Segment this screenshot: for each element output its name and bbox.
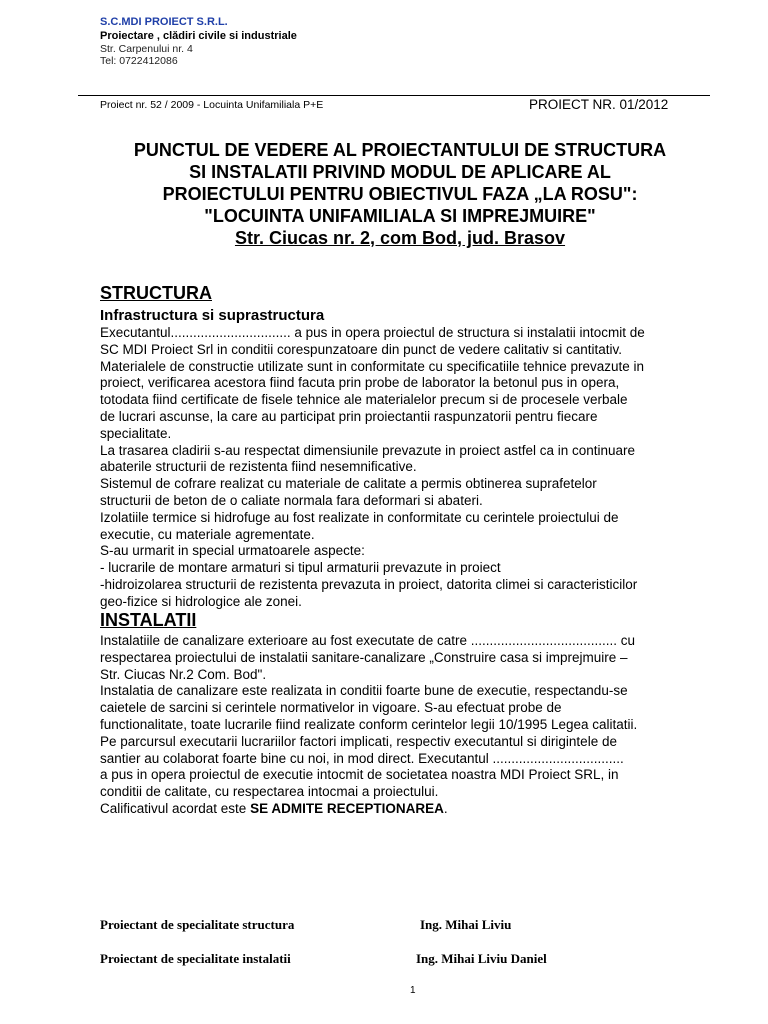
text-line: Instalatiile de canalizare exterioare au fost executate de catre ....................................... cu <box>100 633 636 648</box>
text-line: Str. Ciucas Nr.2 Com. Bod". <box>100 666 267 682</box>
structura-body <box>100 325 730 611</box>
text-line: specialitate. <box>100 425 172 441</box>
title-line: PROIECTULUI PENTRU OBIECTIVUL FAZA „LA ROSU": <box>162 184 638 204</box>
text-line: La trasarea cladirii s-au respectat dimensiunile prevazute in proiect astfel ca in continuare <box>100 442 636 458</box>
company-name: S.C.MDI PROIECT S.R.L. <box>100 16 228 28</box>
text-line: Sistemul de cofrare realizat cu materiale de calitate a permis obtinerea suprafetelor <box>100 476 597 492</box>
verdict-line <box>100 801 730 818</box>
instalatii-heading: INSTALATII <box>100 610 197 630</box>
title-line: PUNCTUL DE VEDERE AL PROIECTANTULUI DE STRUCTURA <box>133 140 667 160</box>
text-line: totodata fiind certificate de fisele tehnice ale materialelor precum si de procesele verbale <box>100 392 628 408</box>
text-line: a pus in opera proiectul de executie intocmit de societatea noastra MDI Proiect SRL, in <box>100 767 619 783</box>
signature-role-structura: Proiectant de specialitate structura <box>100 917 295 932</box>
text-line: conditii de calitate, cu respectarea intocmai a proiectului. <box>100 784 439 800</box>
text-line: executie, cu materiale agrementate. <box>100 526 315 542</box>
text-line: Pe parcursul executarii lucrariilor factori implicati, respectiv executantul si dirigintele de <box>100 733 617 749</box>
text-line: geo-fizice si hidrologice ale zonei. <box>100 593 302 609</box>
text-line: santier au colaborat foarte bine cu noi, in mod direct. Executantul ................................... <box>100 750 624 766</box>
project-number: PROIECT NR. 01/2012 <box>529 97 669 112</box>
document-title <box>80 139 720 249</box>
text-line: Executantul................................ a pus in opera proiectul de structura si instalatii intocmit de <box>100 325 645 340</box>
page-number: 1 <box>410 985 416 996</box>
project-reference: Proiect nr. 52 / 2009 - Locuinta Unifamiliala P+E <box>100 99 324 111</box>
company-phone: Tel: 0722412086 <box>100 55 178 67</box>
instalatii-body <box>100 633 730 818</box>
signature-name-instalatii: Ing. Mihai Liviu Daniel <box>416 951 547 966</box>
title-line: SI INSTALATII PRIVIND MODUL DE APLICARE AL <box>189 162 611 182</box>
text-line: abaterile structurii de rezistenta fiind nesemnificative. <box>100 459 417 475</box>
text-line: Materialele de constructie utilizate sunt in conformitate cu specificatiile tehnice prevazute in <box>100 358 645 374</box>
title-line: "LOCUINTA UNIFAMILIALA SI IMPREJMUIRE" <box>204 206 596 226</box>
company-description: Proiectare , clădiri civile si industriale <box>100 30 297 42</box>
structura-subheading: Infrastructura si suprastructura <box>100 307 325 324</box>
text-line: structurii de beton de o caliate normala fara deformari si abateri. <box>100 492 483 508</box>
header-divider <box>78 95 710 96</box>
verdict-suffix: . <box>443 800 448 816</box>
verdict-text: SE ADMITE RECEPTIONAREA <box>250 800 444 816</box>
text-line: caietele de sarcini si cerintele normativelor in vigoare. S-au efectuat probe de <box>100 700 562 716</box>
text-line: respectarea proiectului de instalatii sanitare-canalizare „Construire casa si imprejmuire – <box>100 649 628 665</box>
text-line: -hidroizolarea structurii de rezistenta prevazuta in proiect, datorita climei si caracteristicilor <box>100 576 638 592</box>
verdict-prefix: Calificativul acordat este <box>100 800 251 816</box>
text-line: proiect, verificarea acestora fiind facuta prin probe de laborator la betonul pus in opera, <box>100 375 620 391</box>
signature-role-instalatii: Proiectant de specialitate instalatii <box>100 951 291 966</box>
text-line: de lucrari ascunse, la care au participat prin proiectantii raspunzatorii pentru fiecare <box>100 408 598 424</box>
text-line: SC MDI Proiect Srl in conditii corespunzatoare din punct de vedere calitativ si cantitativ. <box>100 341 622 357</box>
company-address: Str. Carpenului nr. 4 <box>100 43 193 55</box>
text-line: - lucrarile de montare armaturi si tipul armaturii prevazute in proiect <box>100 560 501 576</box>
text-line: S-au urmarit in special urmatoarele aspecte: <box>100 543 365 559</box>
signature-name-structura: Ing. Mihai Liviu <box>420 917 512 932</box>
text-line: functionalitate, toate lucrarile fiind realizate conform cerintelor legii 10/1995 Legea calitatii. <box>100 716 638 732</box>
structura-heading: STRUCTURA <box>100 283 212 303</box>
text-line: Izolatiile termice si hidrofuge au fost realizate in conformitate cu cerintele proiectului de <box>100 509 619 525</box>
title-address: Str. Ciucas nr. 2, com Bod, jud. Brasov <box>234 228 566 248</box>
text-line: Instalatia de canalizare este realizata in conditii foarte bune de executie, respectandu-se <box>100 683 628 699</box>
